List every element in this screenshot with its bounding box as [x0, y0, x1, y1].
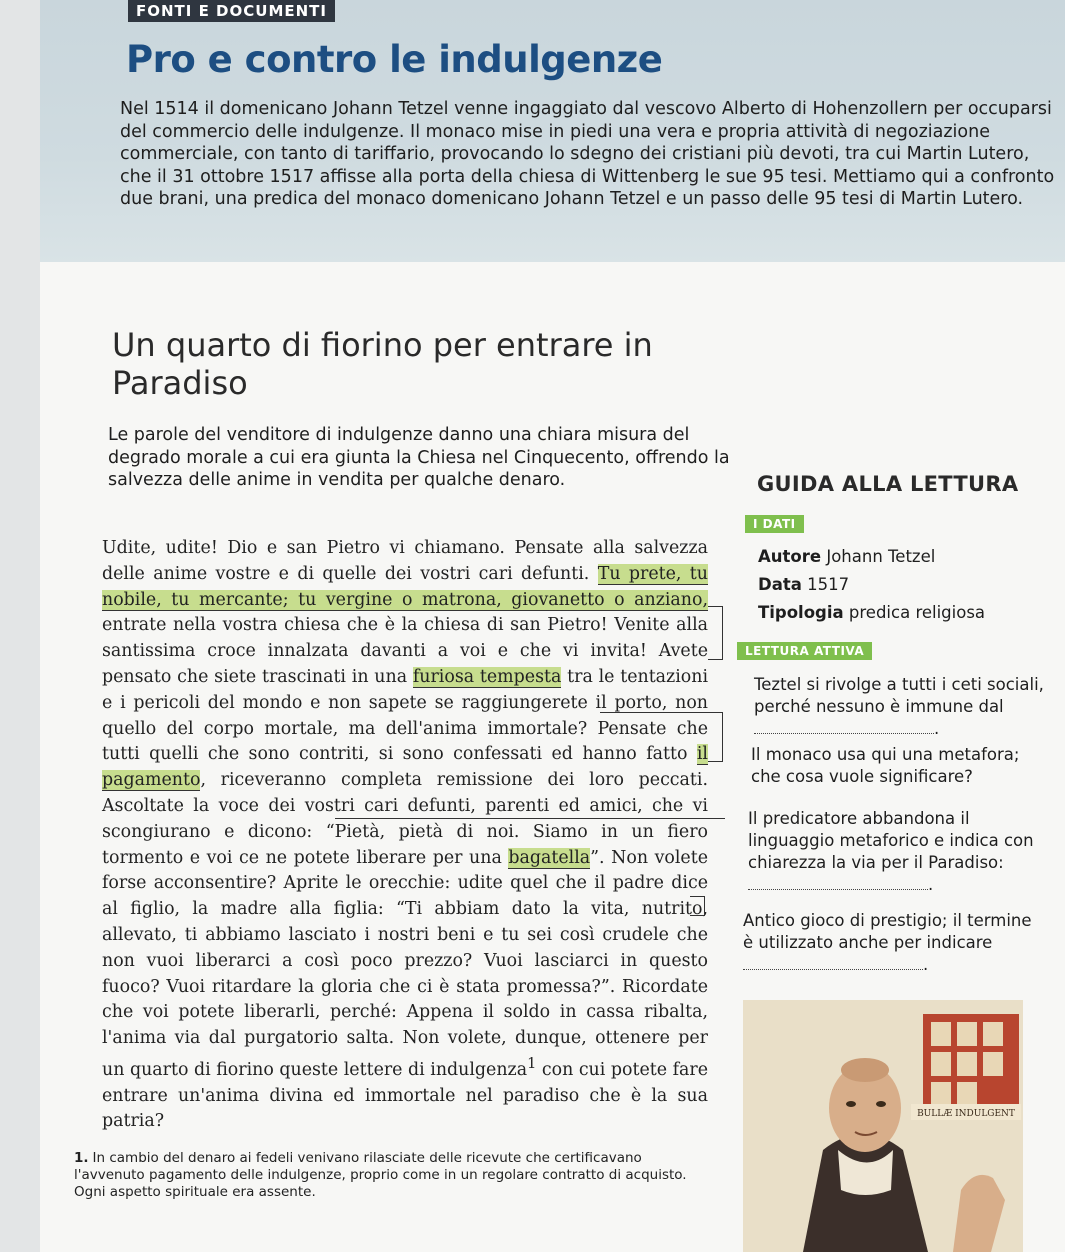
connector-line [708, 712, 723, 762]
tonsure [841, 1058, 889, 1082]
connector-line [708, 606, 723, 660]
article-title: Un quarto di fiorino per entrare in Paradiso [112, 326, 653, 402]
type-row: Tipologia predica religiosa [758, 603, 986, 622]
question-1: Teztel si rivolge a tutti i ceti sociali, perché nessuno è immune dal . [754, 675, 1044, 738]
highlight-bagatella: bagatella [508, 847, 591, 868]
connector-line [600, 712, 708, 713]
highlight-furious-storm: furiosa tempesta [412, 666, 562, 687]
text-segment: tra le tentazioni e i pericoli del mondo e non sapete se raggiungerete il porto, non quello del corpo mortale, ma dell'anima immortale? Pensate che tutti quelli che sono contriti, si sono confessati ed hanno fatto [102, 666, 709, 765]
footnote-number: 1. [74, 1150, 89, 1166]
portrait-banner-text: BULLÆ INDULGENT [917, 1109, 1015, 1119]
answer-line[interactable] [754, 719, 934, 734]
text-segment: entrate nella vostra chiesa che è la chiesa di san Pietro! Venite alla santissima croce innalzata davanti a voi e che vi invita! Avete pensato che siete trascinati in una [102, 615, 708, 687]
highlight-social-classes: Tu prete, tu nobile, tu mercante; tu vergine o matrona, giovanetto o anziano, [102, 563, 708, 610]
article-summary: Le parole del venditore di indulgenze danno una chiara misura del degrado morale a cui era giunta la Chiesa nel Cinquecento, offrendo la salvezza delle anime in vendita per qualche denaro. [108, 425, 730, 490]
text-segment: ”. Non volete forse acconsentire? Aprite le orecchie: udite quel che il padre dice al figlio, la madre alla figlia: “Ti abbiam dato la vita, nutrito, allevato, ti abbiamo lasciato i nostri beni e tu sei così crudele che non vuoi liberarci a così poco prezzo? Vuoi lasciarci in questo fuoco? Vuoi ritardare la gloria che ci è stata promessa?”. Ricordate che voi potete liberarli, perché: Appena il soldo in cassa ribalta, l'anima via dal purgatorio salta. Non volete, dunque, ottenere per un quarto di fiorino queste lettere di indulgenza [102, 847, 708, 1080]
connector-line [690, 896, 705, 916]
text-segment: Udite, udite! Dio e san Pietro vi chiamano. Pensate alla salvezza delle anime vostre e di quelle dei vostri cari defunti. [102, 538, 708, 584]
footnote [74, 1150, 694, 1201]
answer-line[interactable] [743, 955, 923, 970]
date-row: Data 1517 [758, 575, 850, 594]
author-row: Autore Johann Tetzel [758, 547, 936, 566]
footnote-marker: 1 [527, 1055, 537, 1072]
intro-paragraph: Nel 1514 il domenicano Johann Tetzel venne ingaggiato dal vescovo Alberto di Hohenzollern per occuparsi del commercio delle indulgenze. Il monaco mise in piedi una vera e propria attività di negoziazione commerciale, con tanto di tariffario, provocando lo sdegno dei cristiani più devoti, tra cui Martin Lutero, che il 31 ottobre 1517 affisse alla porta della chiesa di Wittenberg le sue 95 tesi. Mettiamo qui a confronto due brani, una predica del monaco domenicano Johann Tetzel e un passo delle 95 tesi di Martin Lutero. [120, 99, 1055, 209]
question-2: Il monaco usa qui una metafora; che cosa vuole significare? [751, 745, 1020, 786]
reading-guide-title: GUIDA ALLA LETTURA [757, 472, 1019, 496]
question-3: Il predicatore abbandona il linguaggio metaforico e indica con chiarezza la via per il Paradiso: . [748, 809, 1034, 894]
book-page [40, 0, 1065, 1252]
data-list [758, 543, 1058, 627]
tetzel-portrait [743, 1000, 1023, 1252]
main-title: Pro e contro le indulgenze [126, 38, 663, 81]
data-label-pill: I DATI [745, 515, 804, 533]
active-reading-pill: LETTURA ATTIVA [737, 642, 872, 660]
text-segment: , riceveranno completa remissione dei loro peccati. Ascoltate la voce dei vostri cari defunti, parenti ed amici, che vi scongiurano e dicono: “Pietà, pietà di noi. Siamo in un fiero tormento e voi ce ne potete liberare per una [102, 770, 708, 868]
connector-line [335, 818, 725, 819]
answer-line[interactable] [748, 875, 928, 890]
question-4: Antico gioco di prestigio; il termine è utilizzato anche per indicare. [743, 911, 1032, 974]
section-tag: FONTI E DOCUMENTI [128, 0, 335, 22]
footnote-text: In cambio del denaro ai fedeli venivano rilasciate delle ricevute che certificavano l'avvenuto pagamento delle indulgenze, proprio come in un regolare contratto di acquisto. Ogni aspetto spirituale era assente. [74, 1150, 687, 1200]
page-left-margin [0, 0, 40, 1252]
sermon-text [102, 536, 708, 1135]
text-segment: con cui potete fare entrare un'anima divina ed immortale nel paradiso che è la sua patria? [102, 1059, 708, 1132]
highlight-payment: il pagamento [102, 744, 708, 791]
